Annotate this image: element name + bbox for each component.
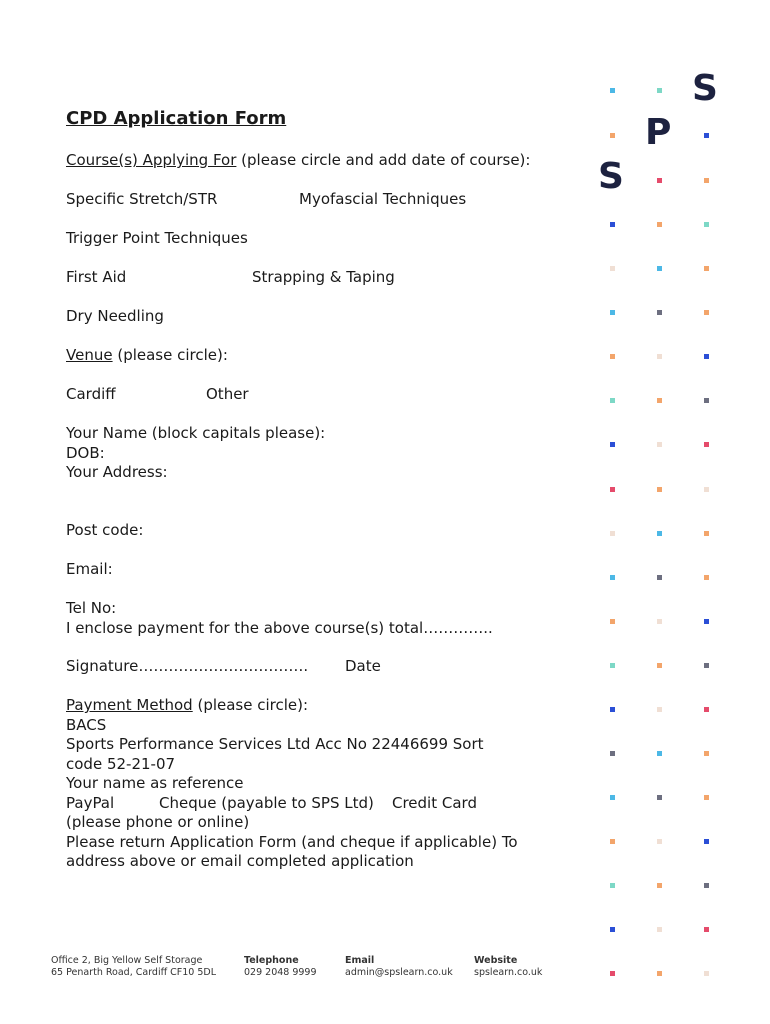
email-field[interactable]: Email:	[66, 560, 113, 578]
footer-telephone-value[interactable]: 029 2048 9999	[244, 967, 317, 978]
decorative-dot	[704, 487, 709, 492]
bank-details-line1: Sports Performance Services Ltd Acc No 22446699 Sort	[66, 735, 484, 753]
payment-bacs[interactable]: BACS	[66, 716, 107, 734]
decorative-dot	[610, 795, 615, 800]
decorative-dot	[657, 927, 662, 932]
decorative-dot	[704, 971, 709, 976]
course-first-aid[interactable]: First Aid	[66, 268, 127, 286]
logo-letter-p: P	[645, 112, 672, 153]
decorative-dot	[657, 839, 662, 844]
decorative-dot	[704, 222, 709, 227]
decorative-dot	[610, 88, 615, 93]
footer-website	[474, 955, 542, 979]
footer-email-value[interactable]: admin@spslearn.co.uk	[345, 967, 453, 978]
decorative-dot	[610, 883, 615, 888]
decorative-dot	[704, 133, 709, 138]
course-strapping[interactable]: Strapping & Taping	[252, 268, 395, 286]
venue-cardiff[interactable]: Cardiff	[66, 385, 116, 403]
decorative-dot	[610, 222, 615, 227]
decorative-dot	[704, 619, 709, 624]
payment-hint: (please circle):	[192, 696, 309, 714]
decorative-dot	[610, 971, 615, 976]
decorative-dot	[610, 575, 615, 580]
decorative-dot	[610, 398, 615, 403]
decorative-dot	[704, 927, 709, 932]
footer-telephone-heading: Telephone	[244, 955, 299, 966]
dob-field[interactable]: DOB:	[66, 444, 105, 462]
decorative-dot	[610, 487, 615, 492]
footer-address-line2: 65 Penarth Road, Cardiff CF10 5DL	[51, 967, 217, 978]
footer-address	[51, 955, 216, 979]
decorative-dot	[704, 310, 709, 315]
decorative-dot	[657, 619, 662, 624]
decorative-dot	[704, 751, 709, 756]
footer-website-value[interactable]: spslearn.co.uk	[474, 967, 543, 978]
decorative-dot	[610, 310, 615, 315]
phone-online-note: (please phone or online)	[66, 813, 250, 831]
form-title: CPD Application Form	[66, 108, 287, 129]
decorative-dot	[657, 575, 662, 580]
decorative-dot	[610, 707, 615, 712]
decorative-dot	[657, 707, 662, 712]
decorative-dot	[657, 487, 662, 492]
course-myofascial[interactable]: Myofascial Techniques	[299, 190, 467, 208]
footer-email	[345, 955, 453, 979]
decorative-dot	[657, 310, 662, 315]
decorative-dot	[657, 178, 662, 183]
payment-label: Payment Method	[66, 696, 193, 714]
decorative-dot	[657, 795, 662, 800]
decorative-dot	[704, 354, 709, 359]
venue-other[interactable]: Other	[206, 385, 249, 403]
decorative-dot	[610, 927, 615, 932]
decorative-dot	[704, 442, 709, 447]
course-trigger-point[interactable]: Trigger Point Techniques	[66, 229, 248, 247]
signature-field[interactable]: Signature…………………………….	[66, 657, 309, 675]
venue-hint: (please circle):	[112, 346, 228, 364]
decorative-dot	[704, 795, 709, 800]
decorative-dot	[610, 266, 615, 271]
decorative-dot	[610, 619, 615, 624]
decorative-dot	[657, 883, 662, 888]
reference-note: Your name as reference	[66, 774, 244, 792]
decorative-dot	[657, 442, 662, 447]
courses-hint: (please circle and add date of course):	[236, 151, 531, 169]
decorative-dot	[704, 178, 709, 183]
decorative-dot	[610, 751, 615, 756]
decorative-dot	[704, 883, 709, 888]
course-dry-needling[interactable]: Dry Needling	[66, 307, 164, 325]
decorative-dot	[704, 398, 709, 403]
decorative-dot	[704, 266, 709, 271]
payment-credit-card[interactable]: Credit Card	[392, 794, 477, 812]
footer-address-line1: Office 2, Big Yellow Self Storage	[51, 955, 203, 966]
courses-label: Course(s) Applying For	[66, 151, 237, 169]
venue-heading	[66, 346, 228, 364]
decorative-dot	[704, 839, 709, 844]
decorative-dot	[657, 354, 662, 359]
decorative-dot	[657, 266, 662, 271]
logo-letter-s-bottom: S	[598, 156, 624, 197]
decorative-dot	[657, 663, 662, 668]
footer-website-heading: Website	[474, 955, 518, 966]
decorative-dot	[704, 663, 709, 668]
payment-total-field[interactable]: I enclose payment for the above course(s) total…………..	[66, 619, 493, 637]
decorative-dot	[704, 707, 709, 712]
payment-heading	[66, 696, 308, 714]
decorative-dot	[610, 531, 615, 536]
tel-field[interactable]: Tel No:	[66, 599, 117, 617]
decorative-dot	[610, 354, 615, 359]
decorative-dot	[657, 222, 662, 227]
footer-telephone	[244, 955, 317, 979]
address-field[interactable]: Your Address:	[66, 463, 168, 481]
decorative-dot	[657, 971, 662, 976]
venue-label: Venue	[66, 346, 113, 364]
date-field[interactable]: Date	[345, 657, 381, 675]
decorative-dot	[657, 398, 662, 403]
decorative-dot	[610, 663, 615, 668]
return-instructions-line2: address above or email completed application	[66, 852, 414, 870]
decorative-dot	[610, 133, 615, 138]
course-specific-stretch[interactable]: Specific Stretch/STR	[66, 190, 218, 208]
payment-cheque[interactable]: Cheque (payable to SPS Ltd)	[159, 794, 374, 812]
decorative-dot	[704, 531, 709, 536]
name-field[interactable]: Your Name (block capitals please):	[66, 424, 326, 442]
postcode-field[interactable]: Post code:	[66, 521, 144, 539]
payment-paypal[interactable]: PayPal	[66, 794, 115, 812]
courses-heading	[66, 151, 530, 169]
decorative-dot	[704, 575, 709, 580]
return-instructions-line1: Please return Application Form (and cheque if applicable) To	[66, 833, 518, 851]
decorative-dot	[657, 531, 662, 536]
decorative-dot	[657, 88, 662, 93]
logo-letter-s-top: S	[692, 68, 718, 109]
bank-details-line2: code 52-21-07	[66, 755, 176, 773]
footer-email-heading: Email	[345, 955, 375, 966]
decorative-dot	[657, 751, 662, 756]
decorative-dot	[610, 839, 615, 844]
decorative-dot	[610, 442, 615, 447]
